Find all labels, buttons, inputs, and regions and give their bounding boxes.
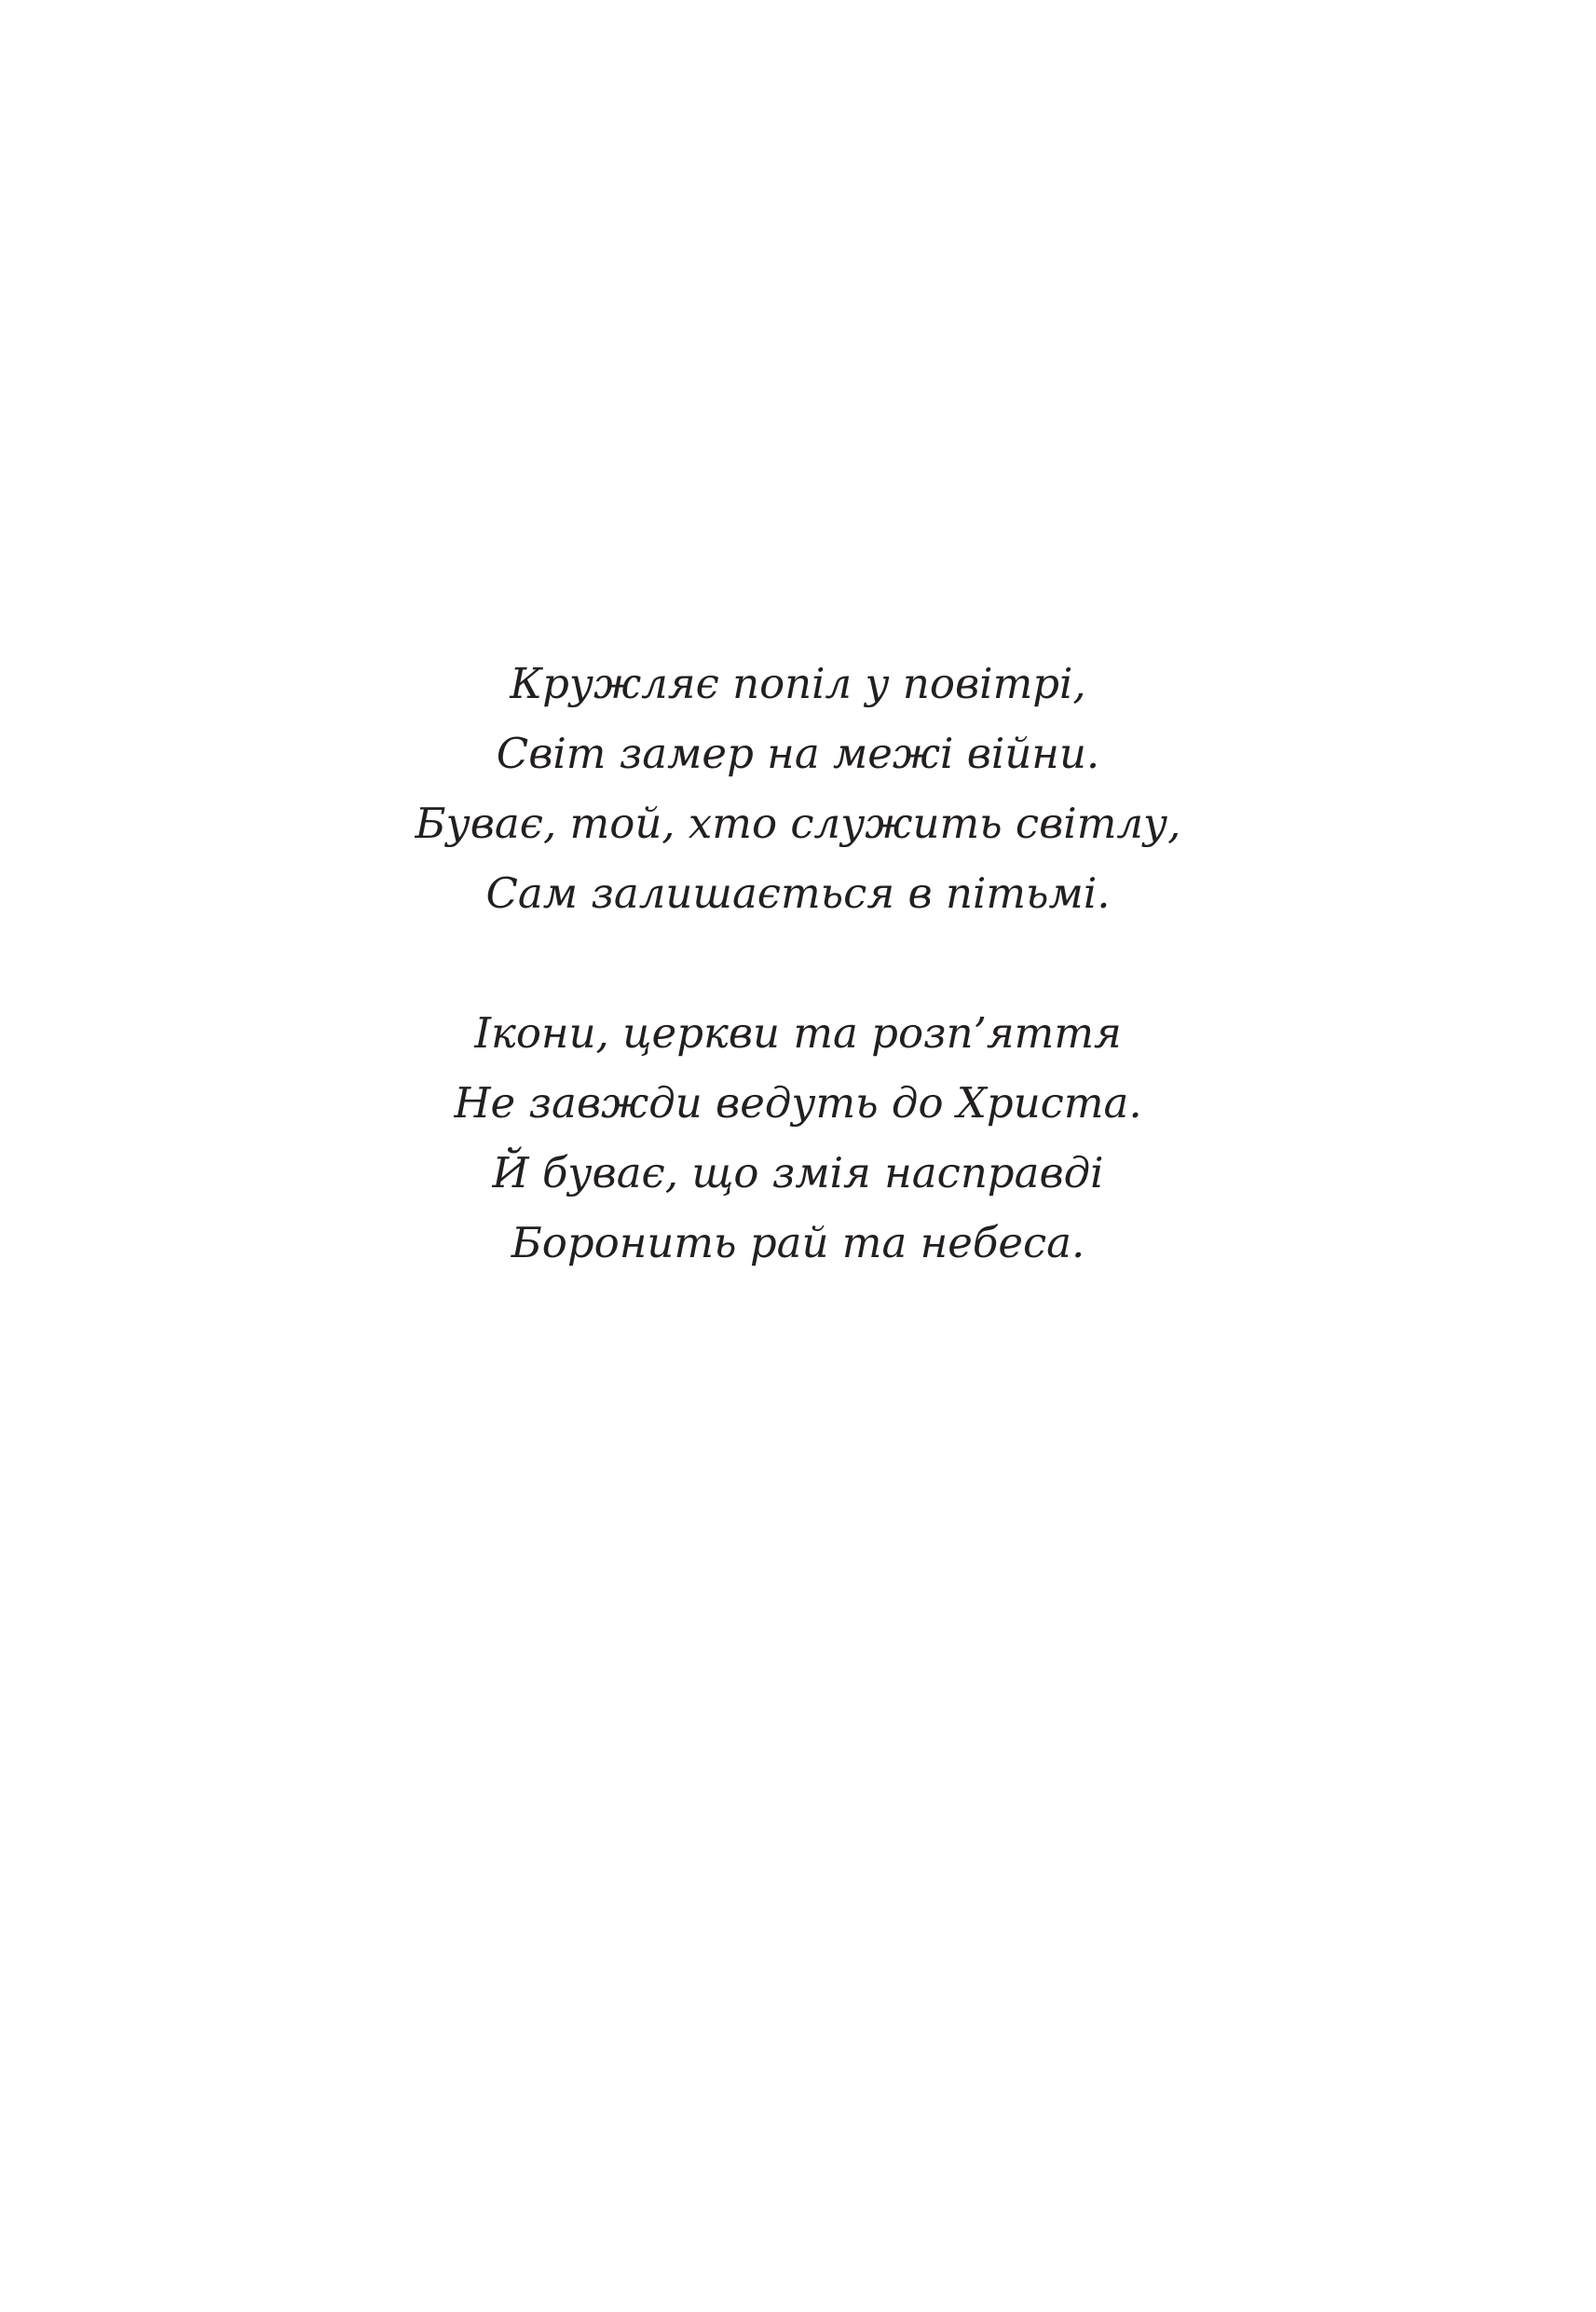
poem [0,649,1596,1278]
poem-line: Кружляє попіл у повітрі, [510,659,1086,708]
stanza-2 [0,998,1596,1278]
poem-line: Сам залишається в пітьмі. [485,869,1111,918]
poem-line: Не завжди ведуть до Христа. [454,1078,1142,1128]
poem-line: Ікони, церкви та розп’яття [474,1008,1122,1058]
poem-line: Буває, той, хто служить світлу, [415,799,1181,848]
poem-line: Боронить рай та небеса. [511,1218,1085,1267]
stanza-1 [0,649,1596,928]
poem-line: Й буває, що змія насправді [492,1148,1104,1197]
poem-line: Світ замер на межі війни. [496,729,1100,778]
